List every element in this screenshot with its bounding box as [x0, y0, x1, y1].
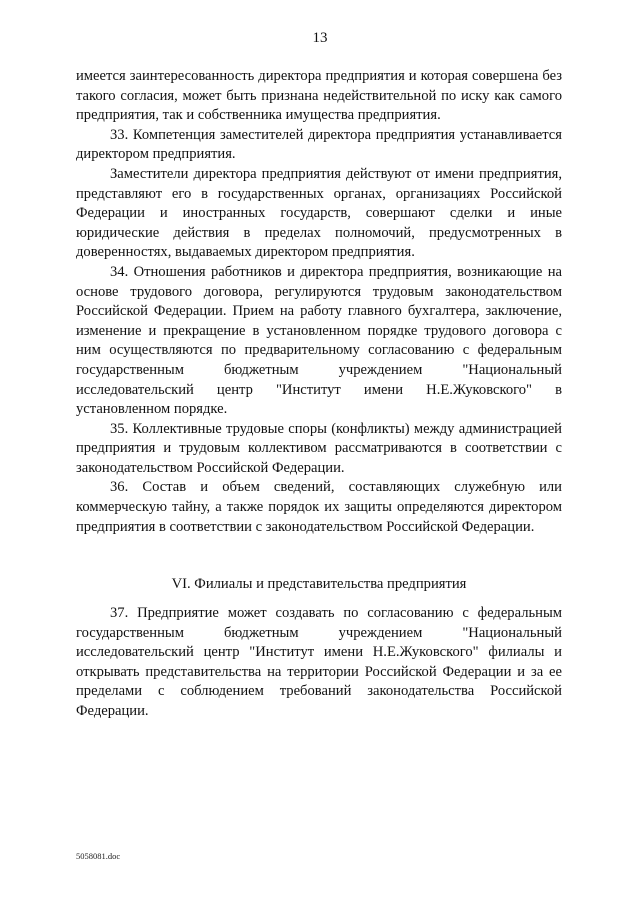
paragraph-37: 37. Предприятие может создавать по согласованию с федеральным государственным бюджетным учреждением "Национальный исследовательский центр "Институт имени Н.Е.Жуковского" филиалы и открывать представительства на территории Российской Федерации и за ее пределами с соблюдением требований законодательства Российской Федерации.	[76, 605, 562, 719]
section-body	[76, 604, 562, 722]
document-body	[76, 67, 562, 537]
document-file-code: 5058081.doc	[76, 851, 121, 861]
page-number: 13	[312, 30, 328, 46]
paragraph-deputies: Заместители директора предприятия действуют от имени предприятия, представляют его в государственных органах, организациях Российской Федерации и иностранных государств, совершают сделки и иные юридические действия в пределах полномочий, предусмотренных в доверенностях, выдаваемых директором предприятия.	[76, 165, 562, 261]
paragraph-33: 33. Компетенция заместителей директора предприятия устанавливается директором предприятия.	[76, 126, 562, 163]
paragraph-continuation: имеется заинтересованность директора предприятия и которая совершена без такого согласия, может быть признана недействительной по иску как самого предприятия, так и собственника имущества предприятия.	[76, 68, 562, 124]
paragraph-35: 35. Коллективные трудовые споры (конфликты) между администрацией предприятия и трудовым коллективом рассматриваются в соответствии с законодательством Российской Федерации.	[76, 420, 562, 476]
paragraph-34: 34. Отношения работников и директора предприятия, возникающие на основе трудового договора, регулируются трудовым законодательством Российской Федерации. Прием на работу главного бухгалтера, заключение, изменение и прекращение в установленном порядке трудового договора с ним осуществляются по предварительному согласованию с федеральным государственным бюджетным учреждением "Национальный исследовательский центр "Институт имени Н.Е.Жуковского" в установленном порядке.	[76, 263, 562, 418]
section-heading: VI. Филиалы и представительства предприятия	[171, 576, 467, 592]
paragraph-36: 36. Состав и объем сведений, составляющих служебную или коммерческую тайну, а также порядок их защиты определяются директором предприятия в соответствии с законодательством Российской Федерации.	[76, 479, 562, 535]
